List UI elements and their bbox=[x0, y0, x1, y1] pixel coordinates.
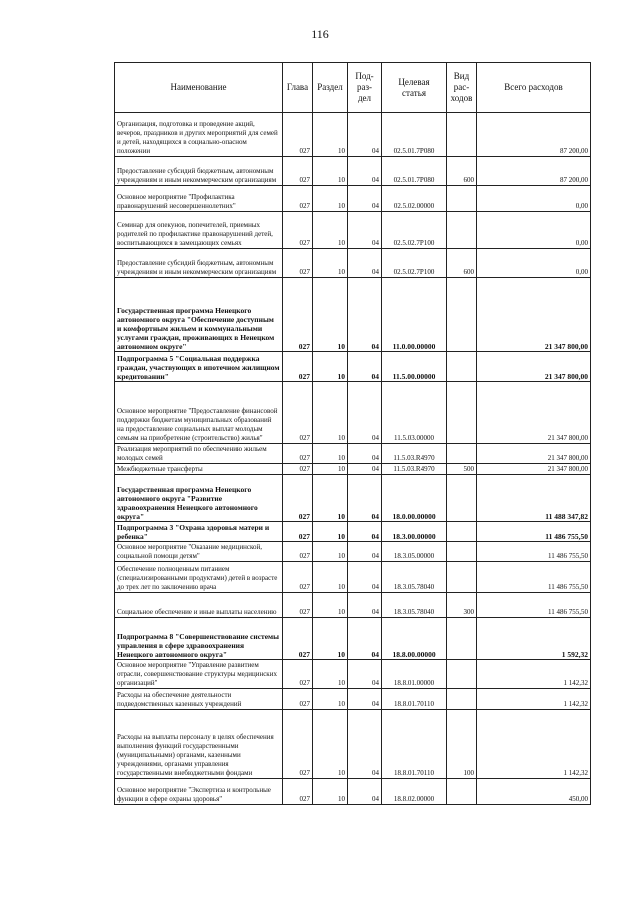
cell-chapter: 027 bbox=[283, 522, 313, 542]
cell-chapter: 027 bbox=[283, 113, 313, 157]
table-row bbox=[115, 382, 591, 444]
table-row bbox=[115, 562, 591, 593]
table-row bbox=[115, 212, 591, 249]
cell-total: 11 486 755,50 bbox=[477, 593, 591, 618]
cell-type: 100 bbox=[447, 710, 477, 779]
cell-target: 11.5.03.R4970 bbox=[382, 444, 447, 464]
cell-section: 10 bbox=[313, 542, 348, 562]
cell-type bbox=[447, 444, 477, 464]
cell-type bbox=[447, 660, 477, 689]
cell-type bbox=[447, 542, 477, 562]
cell-total: 11 486 755,50 bbox=[477, 522, 591, 542]
cell-subsection: 04 bbox=[348, 660, 382, 689]
cell-section: 10 bbox=[313, 157, 348, 186]
cell-section: 10 bbox=[313, 249, 348, 278]
cell-chapter: 027 bbox=[283, 278, 313, 352]
cell-name: Государственная программа Ненецкого автономного округа "Развитие здравоохранения Ненецкого автономного округа" bbox=[115, 475, 283, 522]
cell-subsection: 04 bbox=[348, 212, 382, 249]
cell-name: Основное мероприятие "Экспертиза и контрольные функции в сфере охраны здоровья" bbox=[115, 779, 283, 805]
cell-total: 0,00 bbox=[477, 186, 591, 212]
cell-target: 18.3.05.78040 bbox=[382, 593, 447, 618]
cell-type: 300 bbox=[447, 593, 477, 618]
cell-target: 02.5.02.7Р100 bbox=[382, 249, 447, 278]
cell-name: Подпрограмма 3 "Охрана здоровья матери и ребенка" bbox=[115, 522, 283, 542]
cell-total: 87 200,00 bbox=[477, 113, 591, 157]
cell-subsection: 04 bbox=[348, 562, 382, 593]
cell-name: Предоставление субсидий бюджетным, автономным учреждениям и иным некоммерческим организациям bbox=[115, 249, 283, 278]
table-row bbox=[115, 444, 591, 464]
cell-target: 02.5.01.7Р080 bbox=[382, 113, 447, 157]
cell-chapter: 027 bbox=[283, 689, 313, 710]
table-row bbox=[115, 542, 591, 562]
cell-total: 21 347 800,00 bbox=[477, 382, 591, 444]
cell-name: Расходы на обеспечение деятельности подведомственных казенных учреждений bbox=[115, 689, 283, 710]
cell-type bbox=[447, 475, 477, 522]
table-header bbox=[115, 63, 591, 113]
budget-table bbox=[114, 62, 591, 805]
cell-type bbox=[447, 382, 477, 444]
cell-target: 18.8.01.70110 bbox=[382, 710, 447, 779]
cell-type bbox=[447, 113, 477, 157]
cell-chapter: 027 bbox=[283, 212, 313, 249]
cell-section: 10 bbox=[313, 562, 348, 593]
cell-total: 0,00 bbox=[477, 212, 591, 249]
cell-chapter: 027 bbox=[283, 186, 313, 212]
cell-section: 10 bbox=[313, 475, 348, 522]
cell-section: 10 bbox=[313, 710, 348, 779]
cell-total: 1 142,32 bbox=[477, 660, 591, 689]
col-header-section: Раздел bbox=[313, 63, 348, 113]
cell-section: 10 bbox=[313, 660, 348, 689]
cell-chapter: 027 bbox=[283, 779, 313, 805]
cell-chapter: 027 bbox=[283, 249, 313, 278]
cell-subsection: 04 bbox=[348, 444, 382, 464]
table-row bbox=[115, 352, 591, 382]
cell-name: Расходы на выплаты персоналу в целях обеспечения выполнения функций государственными (муниципальными) органами, казенными учреждениями, органами управления государственными внебюджетными фондами bbox=[115, 710, 283, 779]
cell-name: Межбюджетные трансферты bbox=[115, 464, 283, 475]
cell-section: 10 bbox=[313, 113, 348, 157]
cell-subsection: 04 bbox=[348, 464, 382, 475]
cell-total: 11 486 755,50 bbox=[477, 562, 591, 593]
cell-type bbox=[447, 522, 477, 542]
cell-chapter: 027 bbox=[283, 444, 313, 464]
cell-target: 18.0.00.00000 bbox=[382, 475, 447, 522]
cell-total: 1 142,32 bbox=[477, 710, 591, 779]
cell-total: 21 347 800,00 bbox=[477, 464, 591, 475]
col-header-target: Целевая статья bbox=[382, 63, 447, 113]
cell-type: 600 bbox=[447, 249, 477, 278]
cell-subsection: 04 bbox=[348, 710, 382, 779]
cell-name: Подпрограмма 5 "Социальная поддержка граждан, участвующих в ипотечном жилищном кредитовании" bbox=[115, 352, 283, 382]
cell-name: Реализация мероприятий по обеспечению жильем молодых семей bbox=[115, 444, 283, 464]
cell-chapter: 027 bbox=[283, 593, 313, 618]
cell-subsection: 04 bbox=[348, 186, 382, 212]
cell-subsection: 04 bbox=[348, 542, 382, 562]
cell-total: 450,00 bbox=[477, 779, 591, 805]
cell-subsection: 04 bbox=[348, 475, 382, 522]
cell-target: 11.5.00.00000 bbox=[382, 352, 447, 382]
cell-name: Основное мероприятие "Оказание медицинской, социальной помощи детям" bbox=[115, 542, 283, 562]
table-row bbox=[115, 278, 591, 352]
cell-name: Подпрограмма 8 "Совершенствование системы управления в сфере здравоохранения Ненецкого автономного округа" bbox=[115, 618, 283, 660]
cell-total: 11 486 755,50 bbox=[477, 542, 591, 562]
cell-subsection: 04 bbox=[348, 522, 382, 542]
table-row bbox=[115, 157, 591, 186]
table-row bbox=[115, 618, 591, 660]
cell-section: 10 bbox=[313, 618, 348, 660]
cell-type bbox=[447, 352, 477, 382]
cell-section: 10 bbox=[313, 278, 348, 352]
cell-target: 18.8.00.00000 bbox=[382, 618, 447, 660]
cell-target: 02.5.02.00000 bbox=[382, 186, 447, 212]
col-header-subsection: Под- раз- дел bbox=[348, 63, 382, 113]
cell-chapter: 027 bbox=[283, 542, 313, 562]
table-row bbox=[115, 710, 591, 779]
cell-name: Обеспечение полноценным питанием (специализированными продуктами) детей в возрасте до трех лет по заключению врача bbox=[115, 562, 283, 593]
cell-section: 10 bbox=[313, 212, 348, 249]
cell-chapter: 027 bbox=[283, 660, 313, 689]
cell-total: 21 347 800,00 bbox=[477, 444, 591, 464]
cell-subsection: 04 bbox=[348, 249, 382, 278]
page-number: 116 bbox=[311, 27, 329, 41]
cell-subsection: 04 bbox=[348, 278, 382, 352]
cell-target: 11.5.03.R4970 bbox=[382, 464, 447, 475]
cell-section: 10 bbox=[313, 522, 348, 542]
table-row bbox=[115, 113, 591, 157]
cell-subsection: 04 bbox=[348, 618, 382, 660]
cell-subsection: 04 bbox=[348, 689, 382, 710]
cell-type bbox=[447, 212, 477, 249]
cell-target: 18.3.05.78040 bbox=[382, 562, 447, 593]
cell-section: 10 bbox=[313, 779, 348, 805]
cell-target: 18.8.01.70110 bbox=[382, 689, 447, 710]
cell-type bbox=[447, 779, 477, 805]
cell-chapter: 027 bbox=[283, 618, 313, 660]
col-header-name: Наименование bbox=[115, 63, 283, 113]
cell-subsection: 04 bbox=[348, 113, 382, 157]
cell-name: Организация, подготовка и проведение акций, вечеров, праздников и других мероприятий для семей и детей, находящихся в социально-опасном положении bbox=[115, 113, 283, 157]
table-row bbox=[115, 464, 591, 475]
cell-type bbox=[447, 278, 477, 352]
cell-total: 21 347 800,00 bbox=[477, 278, 591, 352]
cell-chapter: 027 bbox=[283, 352, 313, 382]
cell-chapter: 027 bbox=[283, 464, 313, 475]
cell-total: 1 592,32 bbox=[477, 618, 591, 660]
cell-type: 500 bbox=[447, 464, 477, 475]
table-row bbox=[115, 475, 591, 522]
cell-type: 600 bbox=[447, 157, 477, 186]
cell-chapter: 027 bbox=[283, 157, 313, 186]
cell-subsection: 04 bbox=[348, 352, 382, 382]
cell-name: Основное мероприятие "Предоставление финансовой поддержки бюджетам муниципальных образований на предоставление социальных выплат молодым семьям на приобретение (строительство) жилья" bbox=[115, 382, 283, 444]
cell-section: 10 bbox=[313, 444, 348, 464]
cell-section: 10 bbox=[313, 352, 348, 382]
table-row bbox=[115, 689, 591, 710]
cell-target: 18.3.00.00000 bbox=[382, 522, 447, 542]
cell-section: 10 bbox=[313, 464, 348, 475]
cell-name: Государственная программа Ненецкого автономного округа "Обеспечение доступным и комфортным жильем и коммунальными услугами граждан, проживающих в Ненецком автономном округе" bbox=[115, 278, 283, 352]
cell-subsection: 04 bbox=[348, 779, 382, 805]
table-row bbox=[115, 249, 591, 278]
cell-chapter: 027 bbox=[283, 710, 313, 779]
cell-name: Основное мероприятие "Управление развитием отрасли, совершенствование структуры медицинских организаций" bbox=[115, 660, 283, 689]
cell-total: 87 200,00 bbox=[477, 157, 591, 186]
cell-target: 02.5.01.7Р080 bbox=[382, 157, 447, 186]
cell-target: 11.0.00.00000 bbox=[382, 278, 447, 352]
cell-total: 11 488 347,82 bbox=[477, 475, 591, 522]
cell-total: 1 142,32 bbox=[477, 689, 591, 710]
cell-type bbox=[447, 186, 477, 212]
cell-target: 02.5.02.7Р100 bbox=[382, 212, 447, 249]
cell-subsection: 04 bbox=[348, 157, 382, 186]
col-header-chapter: Глава bbox=[283, 63, 313, 113]
col-header-total: Всего расходов bbox=[477, 63, 591, 113]
table-row bbox=[115, 660, 591, 689]
cell-type bbox=[447, 562, 477, 593]
cell-chapter: 027 bbox=[283, 382, 313, 444]
cell-total: 0,00 bbox=[477, 249, 591, 278]
cell-name: Основное мероприятие "Профилактика правонарушений несовершеннолетних" bbox=[115, 186, 283, 212]
table-row bbox=[115, 186, 591, 212]
table-row bbox=[115, 522, 591, 542]
table-row bbox=[115, 779, 591, 805]
cell-total: 21 347 800,00 bbox=[477, 352, 591, 382]
cell-target: 18.3.05.00000 bbox=[382, 542, 447, 562]
cell-type bbox=[447, 689, 477, 710]
cell-chapter: 027 bbox=[283, 562, 313, 593]
cell-name: Семинар для опекунов, попечителей, приемных родителей по профилактике правонарушений детей, воспитывающихся в замещающих семьях bbox=[115, 212, 283, 249]
cell-target: 18.8.01.00000 bbox=[382, 660, 447, 689]
cell-section: 10 bbox=[313, 382, 348, 444]
cell-name: Предоставление субсидий бюджетным, автономным учреждениям и иным некоммерческим организациям bbox=[115, 157, 283, 186]
cell-target: 18.8.02.00000 bbox=[382, 779, 447, 805]
cell-target: 11.5.03.00000 bbox=[382, 382, 447, 444]
cell-section: 10 bbox=[313, 593, 348, 618]
cell-section: 10 bbox=[313, 689, 348, 710]
cell-name: Социальное обеспечение и иные выплаты населению bbox=[115, 593, 283, 618]
table-row bbox=[115, 593, 591, 618]
cell-chapter: 027 bbox=[283, 475, 313, 522]
col-header-type: Вид рас- ходов bbox=[447, 63, 477, 113]
cell-subsection: 04 bbox=[348, 593, 382, 618]
cell-subsection: 04 bbox=[348, 382, 382, 444]
cell-section: 10 bbox=[313, 186, 348, 212]
cell-type bbox=[447, 618, 477, 660]
